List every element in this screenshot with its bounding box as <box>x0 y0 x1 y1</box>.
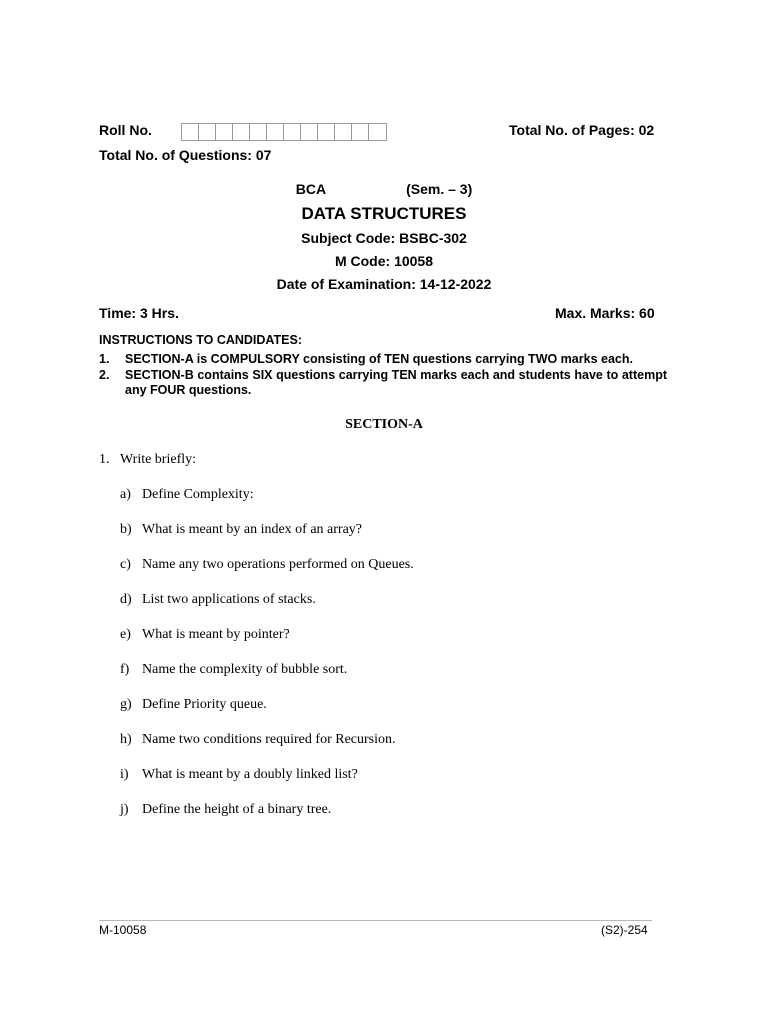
footer-page-code: (S2)-254 <box>601 923 648 937</box>
instruction-number: 2. <box>99 368 110 382</box>
exam-date: Date of Examination: 14-12-2022 <box>276 276 492 292</box>
sub-question-text: Define Priority queue. <box>142 697 267 712</box>
sub-question-text: Define Complexity: <box>142 487 254 502</box>
sub-question <box>120 522 362 538</box>
section-heading: SECTION-A <box>345 417 423 432</box>
sub-question <box>120 767 358 783</box>
sub-question-letter: j) <box>120 802 129 817</box>
instruction-item <box>99 368 667 398</box>
sub-question <box>120 487 254 503</box>
exam-time: Time: 3 Hrs. <box>99 305 179 321</box>
roll-number-box <box>267 124 284 140</box>
sub-question <box>120 557 414 573</box>
sub-question <box>120 592 316 608</box>
sub-question-letter: f) <box>120 662 130 677</box>
roll-number-box <box>284 124 301 140</box>
instruction-item <box>99 352 667 367</box>
roll-number-boxes <box>181 123 387 141</box>
roll-number-box <box>182 124 199 140</box>
sub-question-text: Name the complexity of bubble sort. <box>142 662 348 677</box>
roll-number-box <box>352 124 369 140</box>
max-marks: Max. Marks: 60 <box>555 305 655 321</box>
roll-number-box <box>369 124 386 140</box>
sub-question-text: What is meant by an index of an array? <box>142 522 363 537</box>
roll-number-box <box>233 124 250 140</box>
paper-title: DATA STRUCTURES <box>301 204 467 223</box>
sub-question-text: Define the height of a binary tree. <box>142 802 332 817</box>
sub-question <box>120 662 347 678</box>
instruction-number: 1. <box>99 352 110 366</box>
sub-question-text: Name any two operations performed on Queues. <box>142 557 414 572</box>
instruction-text: SECTION-B contains SIX questions carrying TEN marks each and students have to attempt any FOUR questions. <box>125 368 667 397</box>
roll-number-label: Roll No. <box>99 122 152 138</box>
roll-number-box <box>335 124 352 140</box>
sub-question-text: What is meant by a doubly linked list? <box>142 767 358 782</box>
total-questions: Total No. of Questions: 07 <box>99 147 272 163</box>
sub-question-letter: i) <box>120 767 129 782</box>
sub-question-letter: c) <box>120 557 131 572</box>
semester: (Sem. – 3) <box>406 181 473 197</box>
question-1 <box>99 452 196 468</box>
total-pages: Total No. of Pages: 02 <box>509 122 655 138</box>
roll-number-box <box>318 124 335 140</box>
footer-divider <box>99 920 652 921</box>
sub-question <box>120 732 396 748</box>
course-line <box>0 181 768 197</box>
question-number: 1. <box>99 452 110 467</box>
sub-question-text: Name two conditions required for Recursion. <box>142 732 396 747</box>
roll-number-box <box>216 124 233 140</box>
sub-question-letter: d) <box>120 592 132 607</box>
roll-number-box <box>250 124 267 140</box>
footer-code: M-10058 <box>99 923 147 937</box>
instructions-title: INSTRUCTIONS TO CANDIDATES: <box>99 333 303 347</box>
subject-code: Subject Code: BSBC-302 <box>301 230 467 246</box>
sub-question-letter: e) <box>120 627 131 642</box>
sub-question-letter: g) <box>120 697 132 712</box>
instruction-text: SECTION-A is COMPULSORY consisting of TEN questions carrying TWO marks each. <box>125 352 633 366</box>
sub-question-letter: b) <box>120 522 132 537</box>
m-code: M Code: 10058 <box>334 253 434 269</box>
course-name: BCA <box>295 181 327 197</box>
sub-question-text: What is meant by pointer? <box>142 627 290 642</box>
sub-question <box>120 697 267 713</box>
roll-number-box <box>199 124 216 140</box>
sub-question <box>120 802 331 818</box>
sub-question-text: List two applications of stacks. <box>142 592 316 607</box>
roll-number-box <box>301 124 318 140</box>
question-text: Write briefly: <box>120 452 197 467</box>
sub-question-letter: a) <box>120 487 131 502</box>
sub-question-letter: h) <box>120 732 132 747</box>
sub-question <box>120 627 290 643</box>
